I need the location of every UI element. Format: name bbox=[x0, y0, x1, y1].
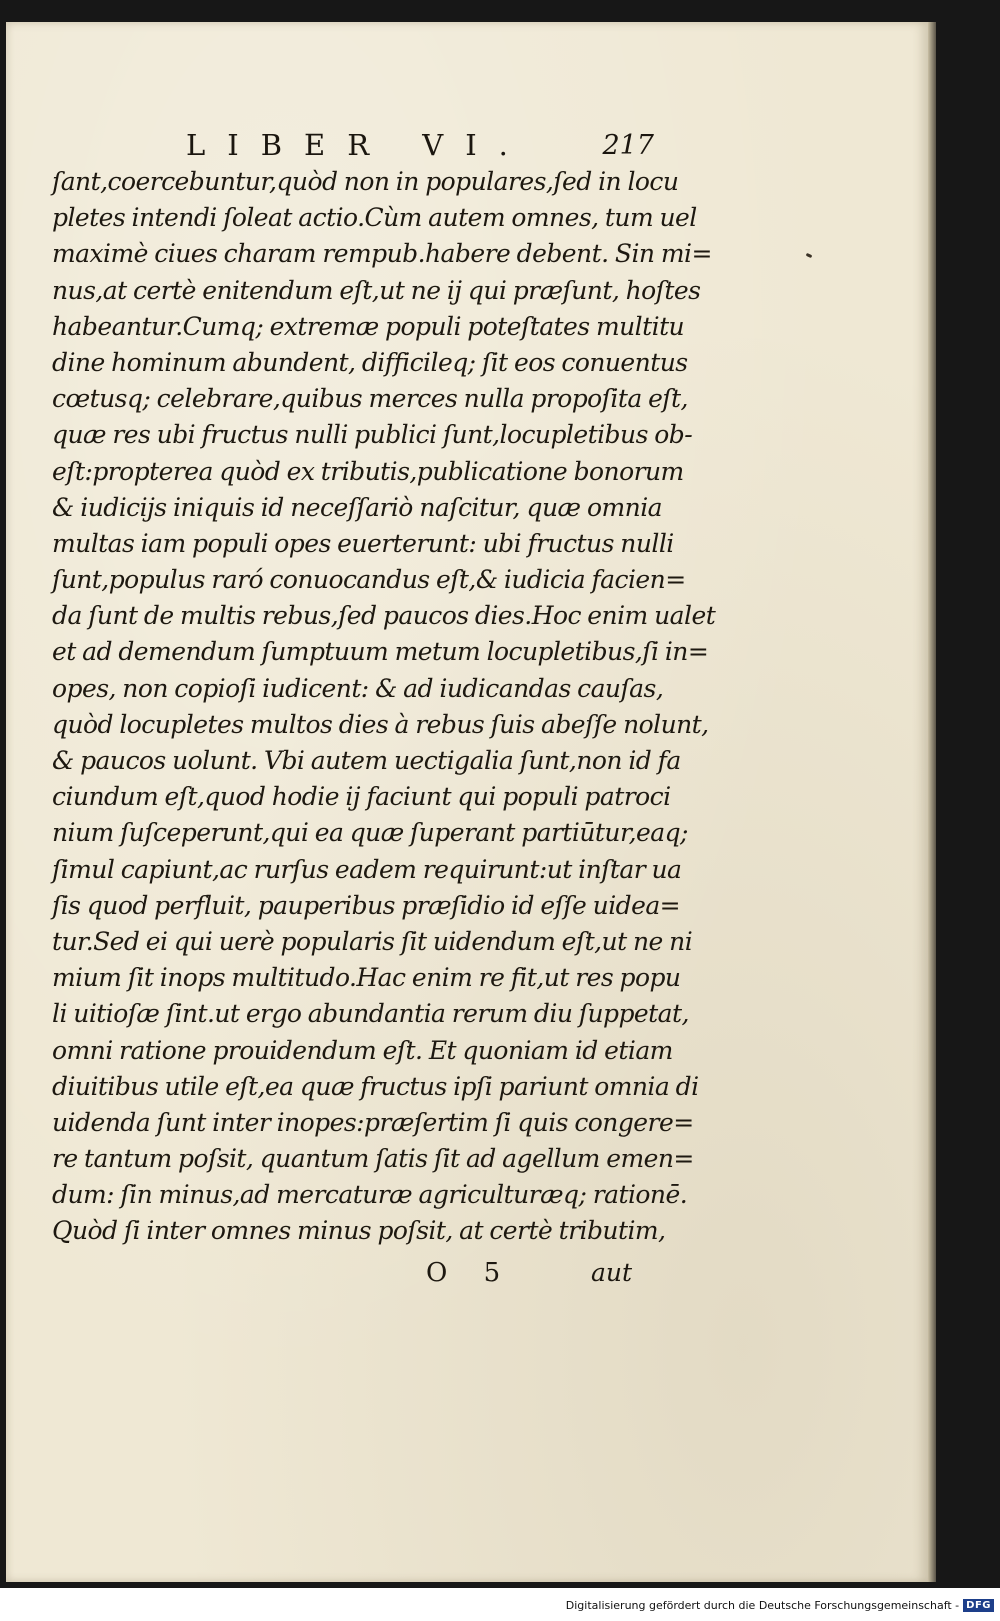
page-edge-shadow bbox=[928, 22, 936, 1582]
text-line: tur.Sed ei qui uerè popularis ſit uidendum eſt,ut ne ni bbox=[52, 926, 693, 956]
text-line: da ſunt de multis rebus,ſed paucos dies.Hoc enim ualet bbox=[52, 601, 716, 631]
text-line: ſant,coercebuntur,quòd non in populares,ſed in locu bbox=[52, 167, 679, 196]
body-text bbox=[52, 164, 716, 1250]
text-line: cœtusq; celebrare,quibus merces nulla propoſita eſt, bbox=[52, 384, 688, 414]
text-line: habeantur.Cumq; extremæ populi poteſtates multitu bbox=[52, 311, 685, 341]
text-line: maximè ciues charam rempub.habere debent. Sin mi= bbox=[52, 239, 712, 269]
text-line: Quòd ſi inter omnes minus poſsit, at certè tributim, bbox=[52, 1216, 666, 1246]
text-line: uidenda ſunt inter inopes:præſertim ſi quis congere= bbox=[52, 1107, 694, 1137]
book-page bbox=[6, 22, 928, 1582]
text-line: omni ratione prouidendum eſt. Et quoniam id etiam bbox=[52, 1035, 673, 1065]
text-line: nus,at certè enitendum eſt,ut ne ij qui præſunt, hoſtes bbox=[52, 275, 701, 305]
text-line: pletes intendi ſoleat actio.Cùm autem omnes, tum uel bbox=[52, 203, 697, 233]
running-title: LIBER VI. bbox=[186, 128, 530, 162]
text-line: multas iam populi opes euerterunt: ubi fructus nulli bbox=[52, 528, 674, 558]
signature-row bbox=[426, 1258, 646, 1294]
text-line: diuitibus utile eſt,ea quæ fructus ipſi pariunt omnia di bbox=[52, 1071, 699, 1101]
catchword: aut bbox=[590, 1258, 632, 1287]
text-line: quòd locupletes multos dies à rebus ſuis abeſſe nolunt, bbox=[52, 709, 709, 739]
text-line: mium ſit inops multitudo.Hac enim re fit,ut res popu bbox=[52, 963, 681, 993]
running-head bbox=[186, 128, 676, 164]
text-line: ſimul capiunt,ac rurſus eadem requirunt:ut inſtar ua bbox=[52, 854, 682, 884]
text-line: opes, non copioſi iudicent: & ad iudicandas cauſas, bbox=[52, 673, 664, 703]
text-line: dum: ſin minus,ad mercaturæ agriculturæq; rationē. bbox=[52, 1180, 688, 1210]
text-line: nium ſuſceperunt,qui ea quæ ſuperant partiūtur,eaq; bbox=[52, 818, 688, 848]
page-number: 217 bbox=[602, 130, 654, 161]
dfg-logo: DFG bbox=[963, 1599, 994, 1612]
text-line: ſis quod perfluit, pauperibus præſidio id eſſe uidea= bbox=[52, 890, 681, 920]
ink-speck bbox=[806, 253, 813, 258]
text-line: quæ res ubi fructus nulli publici ſunt,locupletibus ob- bbox=[52, 420, 693, 450]
text-line: & paucos uolunt. Vbi autem uectigalia ſunt,non id fa bbox=[52, 746, 681, 775]
text-line: ſunt,populus raró conuocandus eſt,& iudicia facien= bbox=[52, 565, 686, 595]
footer-credit: Digitalisierung gefördert durch die Deutsche Forschungsgemeinschaft - bbox=[565, 1598, 960, 1612]
text-line: dine hominum abundent, difficileq; ſit eos conuentus bbox=[52, 347, 688, 377]
text-line: re tantum poſsit, quantum ſatis ſit ad agellum emen= bbox=[52, 1144, 694, 1174]
text-line: li uitioſæ ſint.ut ergo abundantia rerum diu ſuppetat, bbox=[52, 999, 689, 1029]
text-line: & iudicijs iniquis id neceſſariò naſcitur, quæ omnia bbox=[52, 492, 662, 522]
text-line: ciundum eſt,quod hodie ij faciunt qui populi patroci bbox=[52, 782, 671, 812]
text-line: eſt:propterea quòd ex tributis,publicatione bonorum bbox=[52, 456, 684, 486]
text-line: et ad demendum ſumptuum metum locupletibus,ſi in= bbox=[52, 637, 709, 667]
digitization-footer bbox=[566, 1596, 994, 1614]
signature-mark: O 5 bbox=[426, 1258, 515, 1288]
